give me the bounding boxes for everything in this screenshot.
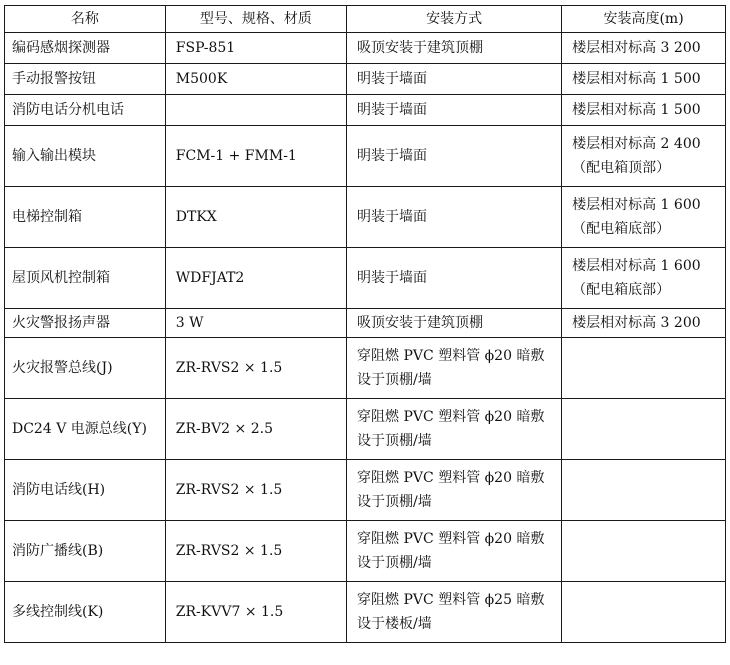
table-row (5, 582, 726, 643)
cell-height: 楼层相对标高 3 200 (562, 309, 726, 338)
table-row (5, 33, 726, 64)
header-row (5, 6, 726, 33)
cell-name: DC24 V 电源总线(Y) (5, 399, 166, 460)
table-row (5, 521, 726, 582)
cell-model: FSP-851 (165, 33, 346, 64)
cell-model: WDFJAT2 (165, 248, 346, 309)
equipment-table-container (4, 5, 726, 643)
cell-install: 吸顶安装于建筑顶棚 (347, 309, 562, 338)
cell-install: 吸顶安装于建筑顶棚 (347, 33, 562, 64)
cell-install: 明装于墙面 (347, 187, 562, 248)
cell-name: 输入输出模块 (5, 126, 166, 187)
cell-height (562, 460, 726, 521)
equipment-table (4, 5, 726, 643)
table-row (5, 309, 726, 338)
table-row (5, 338, 726, 399)
cell-install: 穿阻燃 PVC 塑料管 ϕ25 暗敷设于楼板/墙 (347, 582, 562, 643)
cell-install: 穿阻燃 PVC 塑料管 ϕ20 暗敷设于顶棚/墙 (347, 460, 562, 521)
table-row (5, 126, 726, 187)
cell-name: 消防电话线(H) (5, 460, 166, 521)
table-row (5, 95, 726, 126)
table-row (5, 460, 726, 521)
cell-name: 消防广播线(B) (5, 521, 166, 582)
cell-name: 编码感烟探测器 (5, 33, 166, 64)
cell-model: ZR-BV2 × 2.5 (165, 399, 346, 460)
cell-height: 楼层相对标高 1 600（配电箱底部） (562, 248, 726, 309)
cell-model: ZR-RVS2 × 1.5 (165, 338, 346, 399)
cell-install: 穿阻燃 PVC 塑料管 ϕ20 暗敷设于顶棚/墙 (347, 399, 562, 460)
cell-name: 火灾警报扬声器 (5, 309, 166, 338)
cell-model: ZR-RVS2 × 1.5 (165, 521, 346, 582)
header-name: 名称 (5, 6, 166, 33)
cell-name: 消防电话分机电话 (5, 95, 166, 126)
cell-model: FCM-1 + FMM-1 (165, 126, 346, 187)
cell-height: 楼层相对标高 1 600（配电箱底部） (562, 187, 726, 248)
cell-model: ZR-RVS2 × 1.5 (165, 460, 346, 521)
cell-install: 明装于墙面 (347, 248, 562, 309)
cell-height: 楼层相对标高 2 400（配电箱顶部） (562, 126, 726, 187)
cell-height: 楼层相对标高 3 200 (562, 33, 726, 64)
cell-height (562, 399, 726, 460)
cell-model: DTKX (165, 187, 346, 248)
cell-name: 手动报警按钮 (5, 64, 166, 95)
cell-height (562, 338, 726, 399)
table-row (5, 187, 726, 248)
cell-model: ZR-KVV7 × 1.5 (165, 582, 346, 643)
cell-model (165, 95, 346, 126)
cell-install: 明装于墙面 (347, 64, 562, 95)
table-row (5, 399, 726, 460)
cell-install: 穿阻燃 PVC 塑料管 ϕ20 暗敷设于顶棚/墙 (347, 338, 562, 399)
cell-name: 电梯控制箱 (5, 187, 166, 248)
table-row (5, 64, 726, 95)
cell-name: 屋顶风机控制箱 (5, 248, 166, 309)
cell-install: 穿阻燃 PVC 塑料管 ϕ20 暗敷设于顶棚/墙 (347, 521, 562, 582)
cell-name: 多线控制线(K) (5, 582, 166, 643)
cell-model: 3 W (165, 309, 346, 338)
cell-height: 楼层相对标高 1 500 (562, 95, 726, 126)
cell-height (562, 521, 726, 582)
cell-model: M500K (165, 64, 346, 95)
cell-height: 楼层相对标高 1 500 (562, 64, 726, 95)
header-height: 安装高度(m) (562, 6, 726, 33)
cell-name: 火灾报警总线(J) (5, 338, 166, 399)
cell-height (562, 582, 726, 643)
cell-install: 明装于墙面 (347, 126, 562, 187)
header-model: 型号、规格、材质 (165, 6, 346, 33)
cell-install: 明装于墙面 (347, 95, 562, 126)
header-install: 安装方式 (347, 6, 562, 33)
table-row (5, 248, 726, 309)
